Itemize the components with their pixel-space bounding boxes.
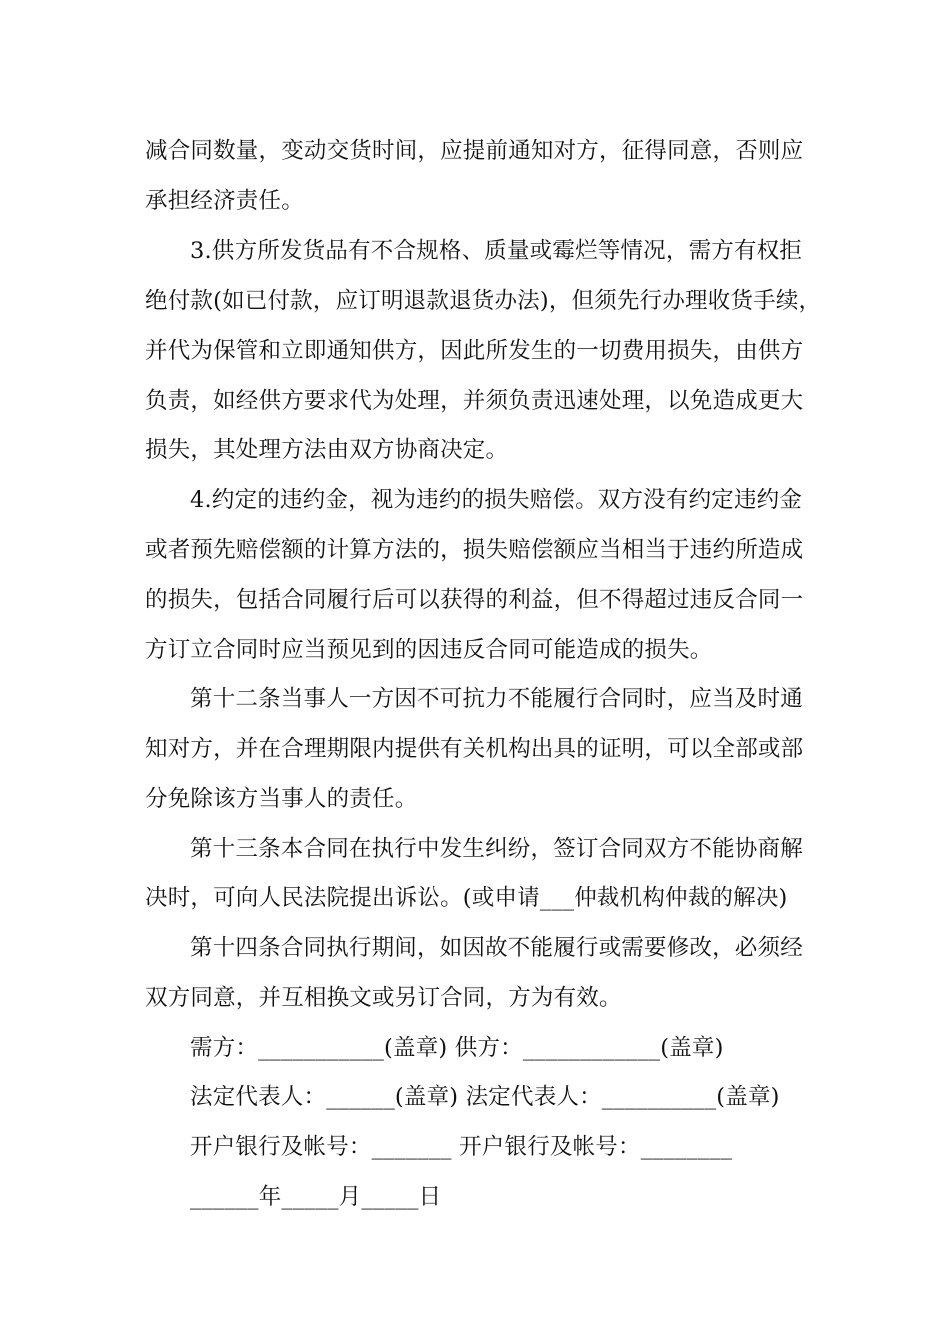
clause-4-start: 4.约定的违约金，视为违约的损失赔偿。双方没有约定违约金 (190, 487, 803, 513)
text-line-7: 损失，其处理方法由双方协商决定。 (145, 437, 509, 463)
article-12-start: 第十二条当事人一方因不可抗力不能履行合同时，应当及时通 (190, 686, 803, 712)
text-line-6: 负责，如经供方要求代为处理，并须负责迅速处理，以免造成更大 (145, 388, 804, 414)
text-line-16: 决时，可向人民法院提出诉讼。(或申请___仲裁机构仲裁的解决) (145, 885, 788, 911)
article-13-start: 第十三条本合同在执行中发生纠纷，签订合同双方不能协商解 (190, 836, 803, 862)
text-line-4: 绝付款(如已付款，应订明退款退货办法)，但须先行办理收货手续， (145, 288, 822, 314)
text-line-10: 的损失，包括合同履行后可以获得的利益，但不得超过违反合同一 (145, 587, 804, 613)
text-line-18: 双方同意，并互相换文或另订合同，方为有效。 (145, 985, 622, 1011)
text-line-11: 方订立合同时应当预见到的因违反合同可能造成的损失。 (145, 637, 713, 663)
signature-parties-line: 需方：___________(盖章) 供方：____________(盖章) (190, 1035, 724, 1061)
bank-account-line: 开户银行及帐号：_______ 开户银行及帐号：________ (190, 1134, 733, 1160)
text-line-2: 承担经济责任。 (145, 188, 304, 214)
clause-3-start: 3.供方所发货品有不合规格、质量或霉烂等情况，需方有权拒 (190, 238, 803, 264)
text-line-1: 减合同数量，变动交货时间，应提前通知对方，征得同意，否则应 (145, 138, 804, 164)
text-line-14: 分免除该方当事人的责任。 (145, 786, 418, 812)
text-line-5: 并代为保管和立即通知供方，因此所发生的一切费用损失，由供方 (145, 338, 804, 364)
text-line-13: 知对方，并在合理期限内提供有关机构出具的证明，可以全部或部 (145, 736, 804, 762)
legal-representative-line: 法定代表人：______(盖章) 法定代表人：__________(盖章) (190, 1084, 780, 1110)
text-line-9: 或者预先赔偿额的计算方法的，损失赔偿额应当相当于违约所造成 (145, 537, 804, 563)
article-14-start: 第十四条合同执行期间，如因故不能履行或需要修改，必须经 (190, 935, 803, 961)
date-line: ______年_____月_____日 (190, 1184, 442, 1210)
